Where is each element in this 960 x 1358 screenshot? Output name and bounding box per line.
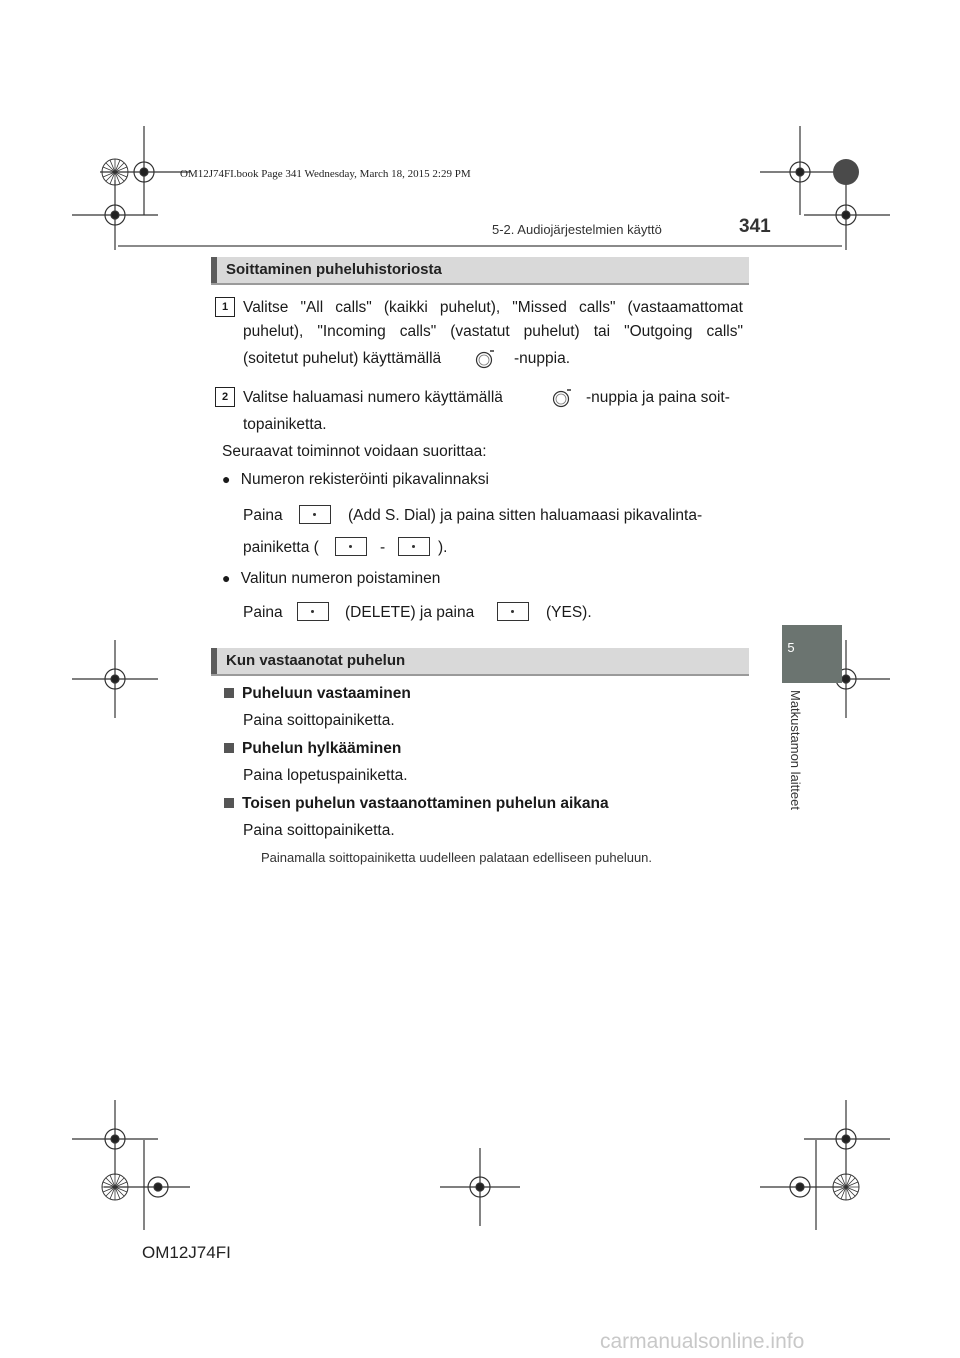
section-heading bbox=[211, 648, 749, 676]
manual-code: OM12J74FI bbox=[142, 1243, 231, 1262]
subheading: Puheluun vastaaminen bbox=[224, 684, 411, 704]
bullet-text: - bbox=[380, 539, 386, 556]
bullet-text: painiketta ( bbox=[243, 539, 319, 556]
page-number: 341 bbox=[739, 216, 771, 237]
intro-text: Seuraavat toiminnot voidaan suorittaa: bbox=[222, 443, 487, 460]
square-bullet-icon bbox=[224, 688, 234, 698]
section-heading-text: Soittaminen puheluhistoriosta bbox=[226, 261, 442, 278]
subheading-text: Paina soittopainiketta. bbox=[243, 712, 395, 729]
subheading-text: Paina lopetuspainiketta. bbox=[243, 767, 408, 784]
tune-knob-icon bbox=[552, 388, 572, 408]
step-text: puhelut), "Incoming calls" (vastatut puhelut) tai "Outgoing calls" bbox=[243, 323, 743, 340]
bullet-text: Paina bbox=[243, 507, 283, 524]
book-info: OM12J74FI.book Page 341 Wednesday, March 18, 2015 2:29 PM bbox=[180, 168, 471, 180]
step-text: Valitse haluamasi numero käyttämällä bbox=[243, 389, 503, 406]
step-text: Valitse "All calls" (kaikki puhelut), "Missed calls" (vastaamattomat bbox=[243, 299, 743, 316]
screen-button-icon bbox=[335, 537, 367, 556]
subheading: Puhelun hylkääminen bbox=[224, 739, 401, 759]
step-text: -nuppia ja paina soit- bbox=[586, 389, 730, 406]
bullet-text: (DELETE) ja paina bbox=[345, 604, 475, 621]
bullet-item bbox=[222, 568, 440, 589]
bullet-text: Paina bbox=[243, 604, 283, 621]
header-rule bbox=[118, 245, 842, 247]
square-bullet-icon bbox=[224, 798, 234, 808]
section-heading bbox=[211, 257, 749, 285]
chapter-number: 5 bbox=[787, 640, 795, 655]
crop-mark-icon bbox=[72, 126, 190, 250]
tune-knob-icon bbox=[475, 349, 495, 369]
bullet-icon: ● bbox=[222, 471, 231, 487]
note-text: Painamalla soittopainiketta uudelleen palataan edelliseen puheluun. bbox=[261, 850, 653, 865]
bullet-item bbox=[222, 469, 489, 490]
section-title: 5-2. Audiojärjestelmien käyttö bbox=[492, 222, 662, 237]
step-text: -nuppia. bbox=[514, 350, 571, 367]
watermark: carmanualsonline.info bbox=[600, 1330, 805, 1353]
bullet-title: Numeron rekisteröinti pikavalinnaksi bbox=[240, 471, 489, 488]
bullet-title: Valitun numeron poistaminen bbox=[240, 570, 441, 587]
bullet-text: ). bbox=[438, 539, 448, 556]
screen-button-icon bbox=[299, 505, 331, 524]
screen-button-icon bbox=[398, 537, 430, 556]
step-text: topainiketta. bbox=[243, 416, 327, 433]
subheading: Toisen puhelun vastaanottaminen puhelun aikana bbox=[224, 794, 609, 814]
bullet-text: (YES). bbox=[546, 604, 592, 621]
crop-mark-icon bbox=[72, 1100, 890, 1230]
crop-mark-icon bbox=[760, 126, 890, 250]
step-number: 1 bbox=[215, 297, 235, 317]
step-number: 2 bbox=[215, 387, 235, 407]
square-bullet-icon bbox=[224, 743, 234, 753]
chapter-label: Matkustamon laitteet bbox=[788, 690, 803, 810]
section-heading-text: Kun vastaanotat puhelun bbox=[226, 652, 406, 669]
step-text: (soitetut puhelut) käyttämällä bbox=[243, 350, 442, 367]
subheading-text: Paina soittopainiketta. bbox=[243, 822, 395, 839]
screen-button-icon bbox=[297, 602, 329, 621]
screen-button-icon bbox=[497, 602, 529, 621]
bullet-text: (Add S. Dial) ja paina sitten haluamaasi pikavalinta- bbox=[348, 507, 703, 524]
bullet-icon: ● bbox=[222, 570, 231, 586]
